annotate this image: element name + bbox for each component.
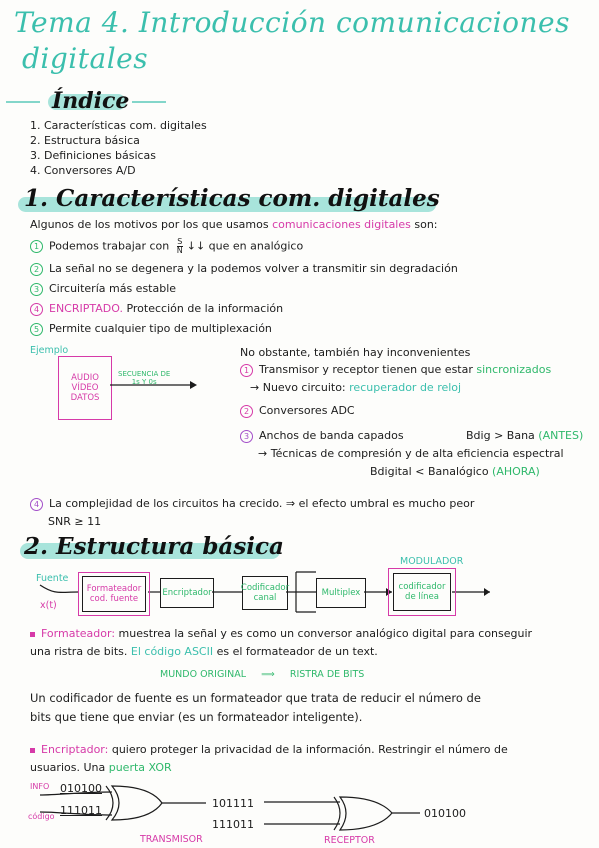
mundo-ristra: MUNDO ORIGINAL ⟹ RISTRA DE BITS [160,669,365,680]
encriptador-desc-2: usuarios. Una puerta XOR [30,761,172,774]
fuente-label: Fuente [36,573,69,584]
encriptador-desc: Encriptador: quiero proteger la privacidad de la información. Restringir el número de [30,743,508,756]
disadv-2: 2 Conversores ADC [240,404,355,418]
block-multiplex: Multiplex [316,578,366,608]
example-label: Ejemplo [30,345,69,356]
block-encriptador: Encriptador [160,578,214,608]
reason-3: 3 Circuitería más estable [30,282,176,296]
code-bits: 111011 [60,804,102,817]
extra-point-2: SNR ≥ 11 [48,515,102,528]
s1-intro: Algunos de los motivos por los que usamos comunicaciones digitales son: [30,218,438,231]
s1-heading: 1. Características com. digitales [24,185,440,212]
page-title-line2: digitales [22,42,149,75]
formateador-desc-2: una ristra de bits. El código ASCII es el formateador de un text. [30,645,378,658]
reason-2: 2 La señal no se degenera y la podemos volver a transmitir sin degradación [30,262,458,276]
codif-fuente-desc-2: bits que tiene que enviar (es un formateador inteligente). [30,710,363,724]
code-label: código [28,812,55,821]
block-formateador: Formateador cod. fuente [78,572,150,616]
info-label: INFO [30,782,50,791]
index-heading: Índice [52,88,130,114]
info-bits: 010100 [60,782,102,795]
codif-fuente-desc: Un codificador de fuente es un formateador que trata de reducir el número de [30,691,481,705]
xt-label: x(t) [40,600,57,611]
disadv-3: 3 Anchos de banda capados [240,429,404,443]
page-title: Tema 4. Introducción comunicaciones [14,6,570,39]
disadv-3-right: Bdig > Bana (ANTES) [466,429,584,442]
reason-1: 1 Podemos trabajar con $\frac{S}{N}$ ↓↓ que en analógico [30,238,303,255]
disadv-title: No obstante, también hay inconvenientes [240,346,471,359]
extra-point: 4 La complejidad de los circuitos ha crecido. ⇒ el efecto umbral es mucho peor [30,497,474,511]
index-item: 1. Características com. digitales [30,119,207,132]
index-item: 4. Conversores A/D [30,164,136,177]
block-codif-linea: codificador de línea [388,568,456,616]
example-arrow-label: SECUENCIA DE 1s Y 0s [118,370,171,386]
formateador-desc: Formateador: muestrea la señal y es como un conversor analógico digital para conseguir [30,627,532,640]
reason-4: 4 ENCRIPTADO. Protección de la información [30,302,283,316]
disadv-3-indent: Bdigital < Banalógico (AHORA) [370,465,540,478]
xor-result: 010100 [424,807,466,820]
block-codif-canal: Codificador canal [242,576,288,610]
index-item: 2. Estructura básica [30,134,140,147]
example-box: AUDIO VÍDEO DATOS [58,356,112,420]
disadv-3-sub: → Técnicas de compresión y de alta eficiencia espectral [258,447,564,460]
reason-5: 5 Permite cualquier tipo de multiplexación [30,322,272,336]
s2-heading: 2. Estructura básica [24,533,284,560]
receptor-label: RECEPTOR [324,835,375,846]
disadv-1-sub: → Nuevo circuito: recuperador de reloj [250,381,462,394]
disadv-1: 1 Transmisor y receptor tienen que estar sincronizados [240,363,551,377]
xor-output-1: 101111 [212,797,254,810]
transmisor-label: TRANSMISOR [140,834,203,845]
index-item: 3. Definiciones básicas [30,149,157,162]
modulador-label: MODULADOR [400,556,464,567]
xor-output-2: 111011 [212,818,254,831]
